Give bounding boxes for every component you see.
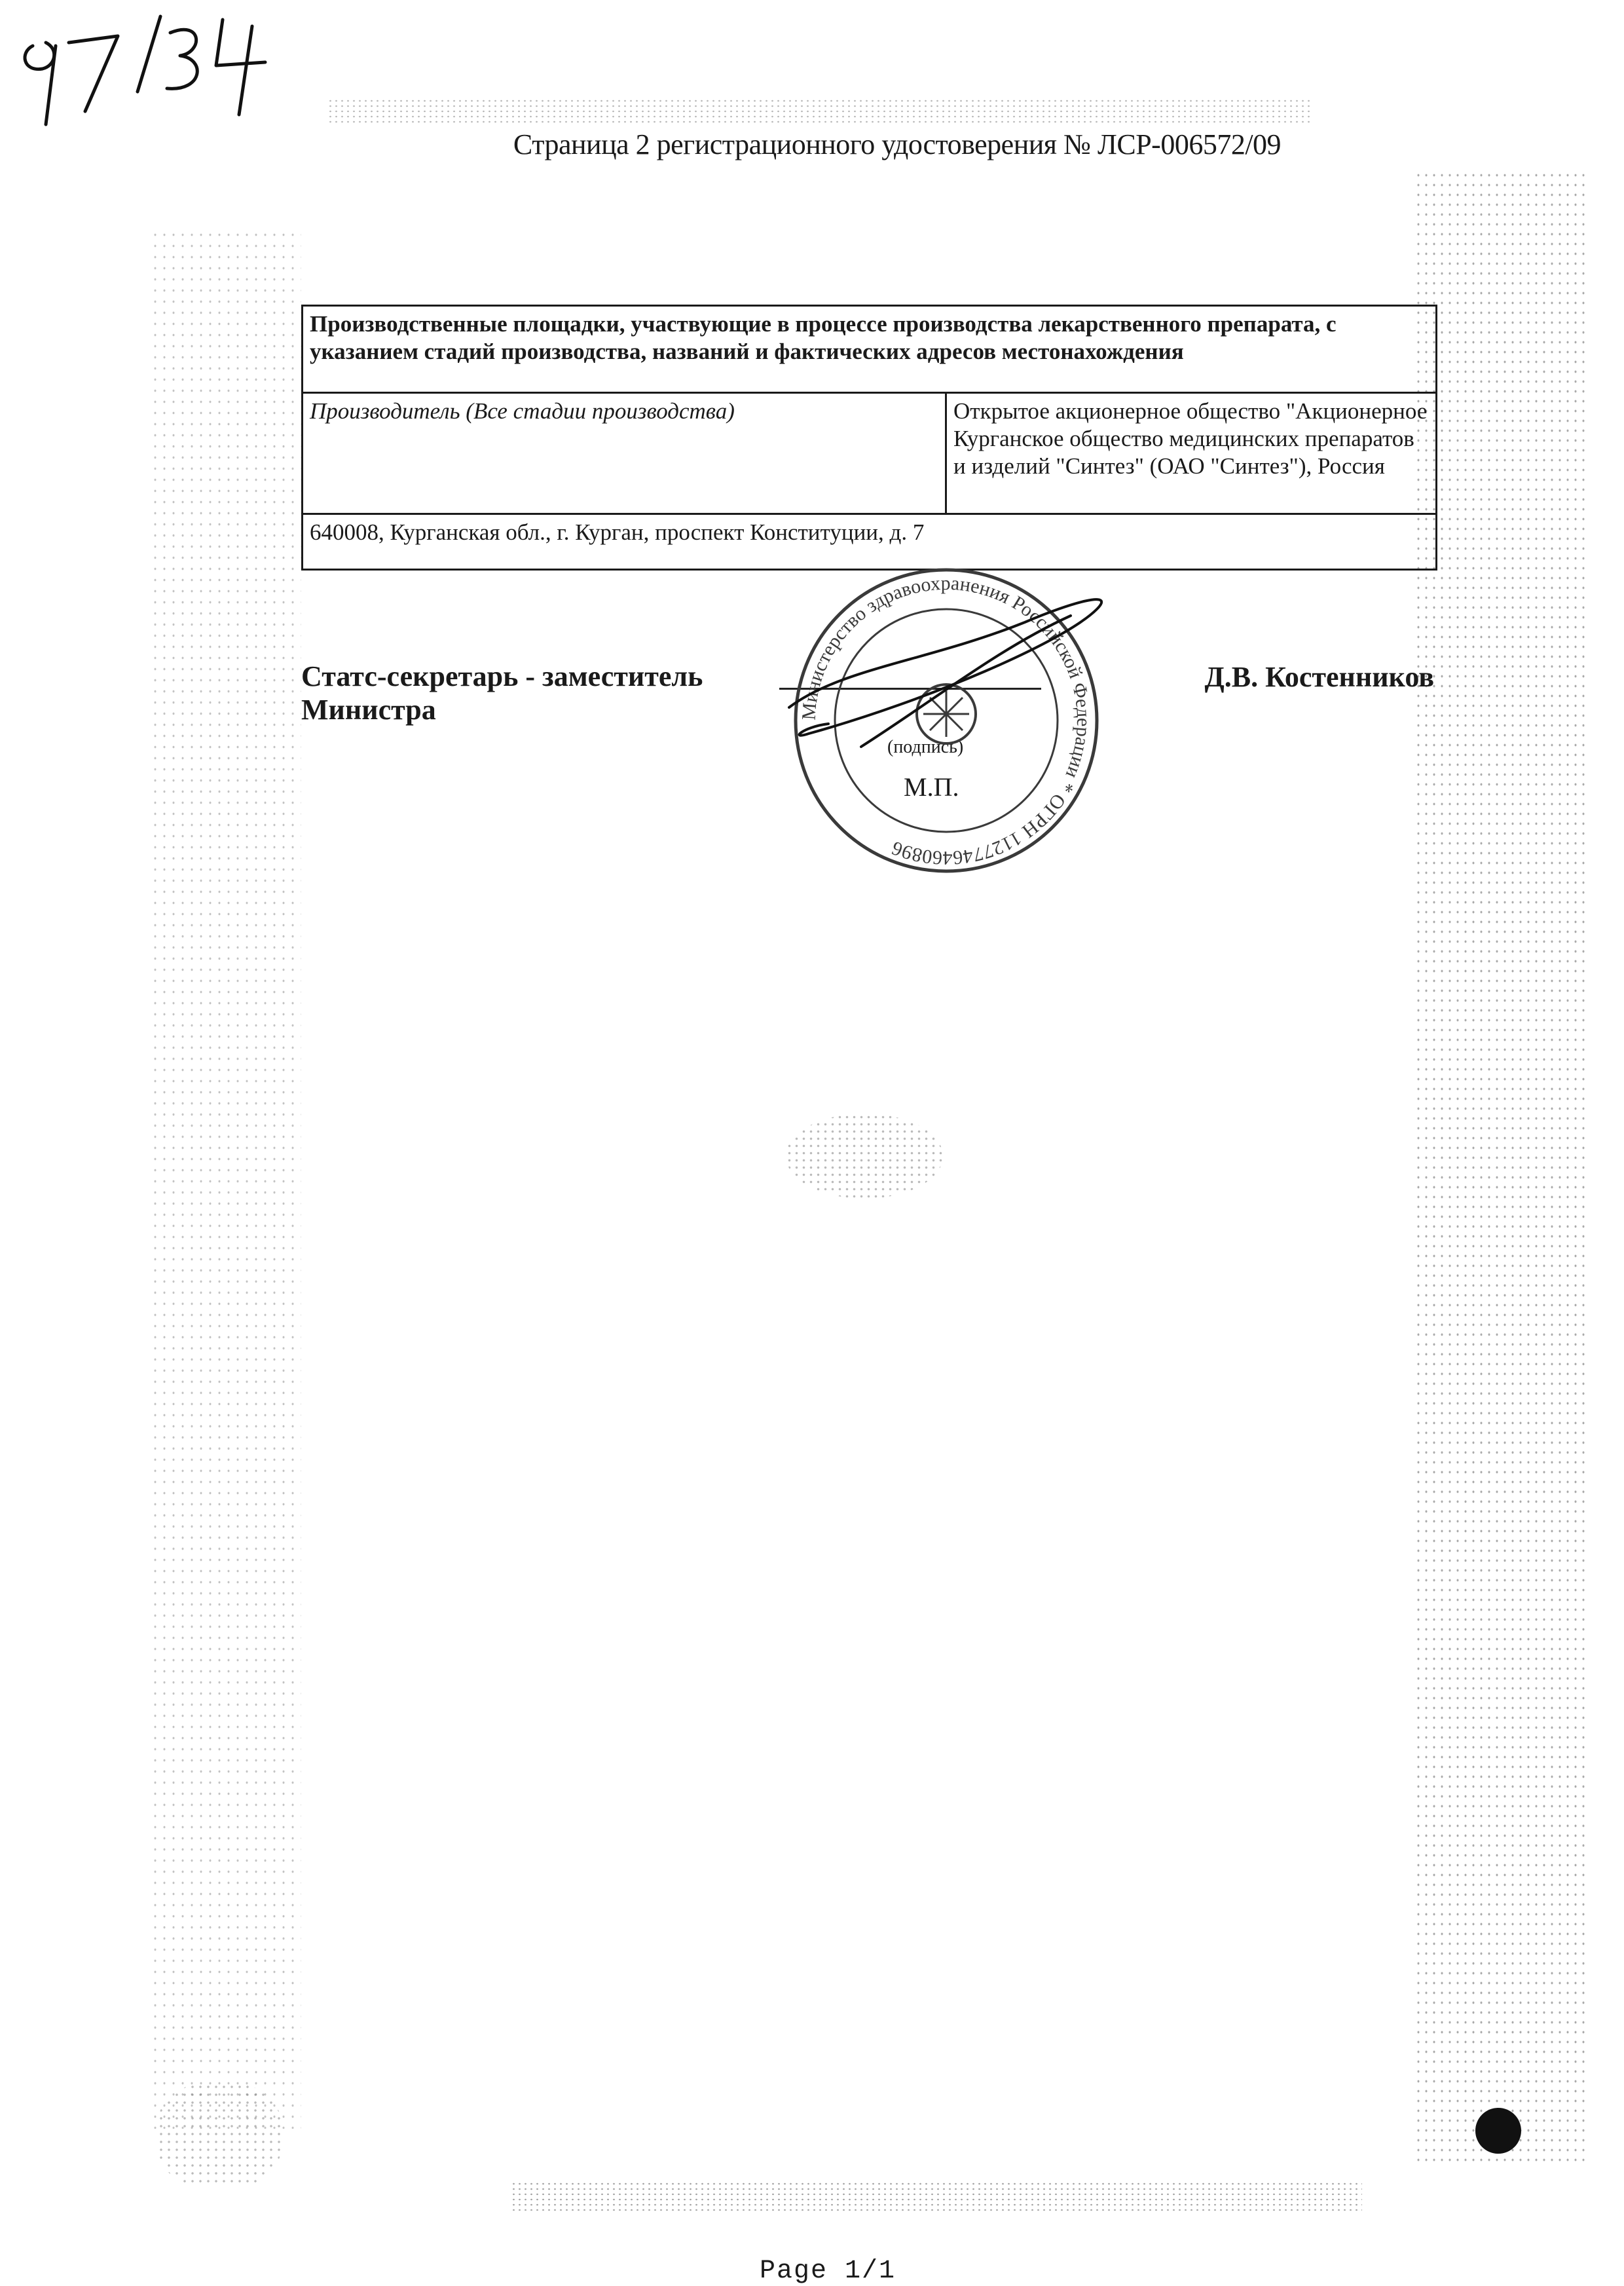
seal-place-label: М.П. — [904, 772, 959, 802]
handwritten-note-mark — [7, 7, 282, 138]
stamp-inscription: Министерство здравоохранения Российской Федерации * ОГРН 1127746460896 — [798, 572, 1095, 869]
page-number-footer: Page 1/1 — [760, 2257, 896, 2286]
manufacturer-name: Открытое акционерное общество "Акционерное Курганское общество медицинских препаратов и изделий "Синтез" (ОАО "Синтез"), Россия — [946, 393, 1437, 514]
scan-noise-left — [151, 229, 301, 2129]
scan-noise-bottom — [511, 2181, 1362, 2211]
production-sites-table — [301, 305, 1437, 571]
official-stamp — [763, 550, 1130, 891]
signatory-name: Д.В. Костенников — [1204, 661, 1434, 693]
scan-noise-blob — [786, 1114, 943, 1199]
table-row — [303, 393, 1437, 514]
table-row — [303, 306, 1437, 393]
signature-caption: (подпись) — [887, 737, 964, 757]
stamp-emblem-icon — [917, 684, 976, 743]
signatory-title: Статс-секретарь - заместитель Министра — [301, 660, 703, 726]
manufacturer-address: 640008, Курганская обл., г. Курган, проспект Конституции, д. 7 — [303, 514, 1437, 570]
punch-hole — [1475, 2108, 1521, 2154]
manufacturer-label: Производитель (Все стадии производства) — [303, 393, 946, 514]
scan-noise-corner — [157, 2083, 282, 2188]
scan-noise-right — [1414, 170, 1585, 2168]
scan-noise-top — [327, 98, 1310, 124]
table-heading: Производственные площадки, участвующие в процессе производства лекарственного препарата, с указанием стадий производства, названий и фактических адресов местонахождения — [303, 306, 1437, 393]
page-title: Страница 2 регистрационного удостоверения № ЛСР-006572/09 — [513, 128, 1282, 160]
